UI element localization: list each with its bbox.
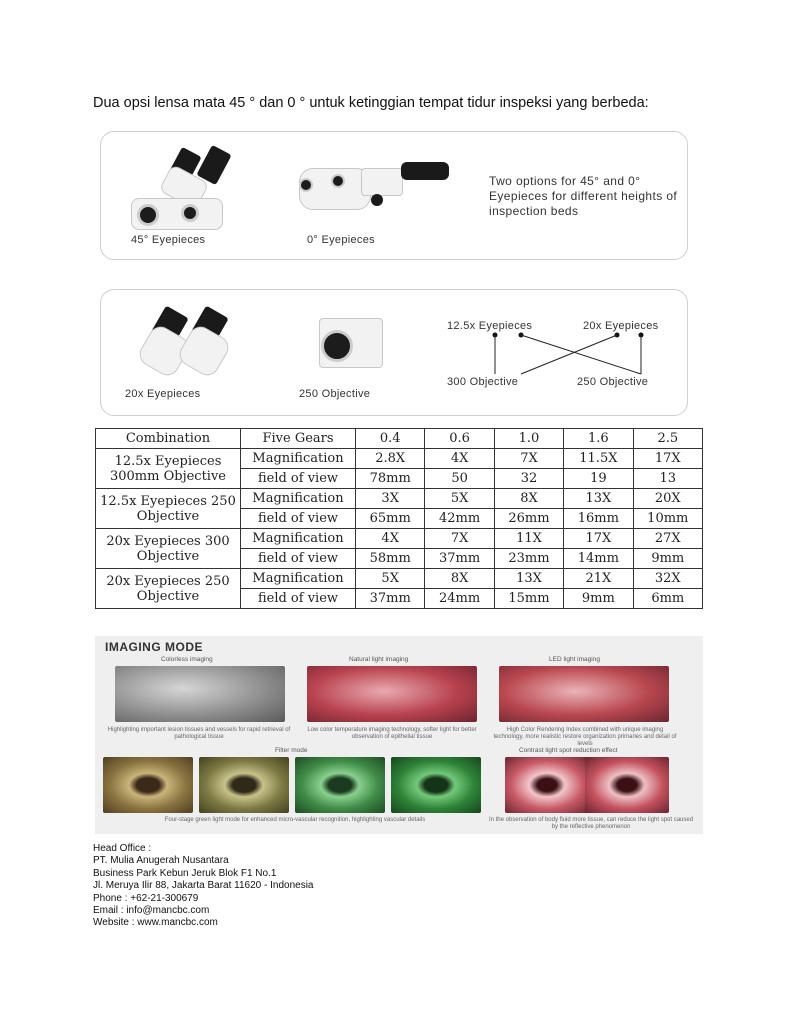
filter-mode-photo-4 xyxy=(391,757,481,813)
table-cell: 13X xyxy=(494,569,563,589)
combination-cell: 12.5x Eyepieces 250 Objective xyxy=(96,489,241,529)
objective-250-image xyxy=(315,314,385,374)
eyepiece-options-panel xyxy=(100,131,688,260)
eyepiece-20x-image xyxy=(135,304,235,384)
table-cell: 9mm xyxy=(633,549,702,569)
table-cell: 42mm xyxy=(425,509,494,529)
table-row xyxy=(96,569,703,589)
row-label: field of view xyxy=(241,509,356,529)
eyepiece-options-text: Two options for 45° and 0° Eyepieces for different heights of inspection beds xyxy=(489,174,678,218)
combination-cell: 20x Eyepieces 300 Objective xyxy=(96,529,241,569)
table-header: 0.4 xyxy=(356,429,425,449)
table-cell: 13X xyxy=(564,489,633,509)
row-label: field of view xyxy=(241,589,356,609)
table-cell: 26mm xyxy=(494,509,563,529)
table-cell: 7X xyxy=(425,529,494,549)
table-cell: 2.8X xyxy=(356,449,425,469)
table-cell: 14mm xyxy=(564,549,633,569)
combination-cell: 20x Eyepieces 250 Objective xyxy=(96,569,241,609)
colorless-imaging-photo xyxy=(115,666,285,722)
table-row xyxy=(96,529,703,549)
table-cell: 4X xyxy=(356,529,425,549)
filter-mode-photo-2 xyxy=(199,757,289,813)
led-light-photo xyxy=(499,666,669,722)
natural-light-description: Low color temperature imaging technology, softer light for better observation of epithelial tissue xyxy=(307,727,477,740)
table-header: 2.5 xyxy=(633,429,702,449)
table-cell: 17X xyxy=(633,449,702,469)
row-label: field of view xyxy=(241,469,356,489)
diagram-label-250-objective: 250 Objective xyxy=(577,376,649,388)
table-header: 1.0 xyxy=(494,429,563,449)
contrast-photo-2 xyxy=(585,757,669,813)
table-cell: 24mm xyxy=(425,589,494,609)
table-cell: 32 xyxy=(494,469,563,489)
diagram-label-12-5x: 12.5x Eyepieces xyxy=(447,320,533,332)
table-row xyxy=(96,489,703,509)
table-cell: 10mm xyxy=(633,509,702,529)
address-line-1: Business Park Kebun Jeruk Blok F1 No.1 xyxy=(93,867,277,879)
natural-light-label: Natural light imaging xyxy=(349,656,409,663)
specification-table xyxy=(95,428,703,609)
table-cell: 3X xyxy=(356,489,425,509)
company-name: PT. Mulia Anugerah Nusantara xyxy=(93,855,229,867)
page-heading: Dua opsi lensa mata 45 ° dan 0 ° untuk ketinggian tempat tidur inspeksi yang berbeda: xyxy=(93,95,649,111)
imaging-mode-panel xyxy=(95,636,703,834)
combination-panel xyxy=(100,289,688,416)
diagram-label-300-objective: 300 Objective xyxy=(447,376,519,388)
office-label: Head Office : xyxy=(93,843,152,854)
table-cell: 19 xyxy=(564,469,633,489)
table-cell: 4X xyxy=(425,449,494,469)
colorless-imaging-description: Highlighting important lesion tissues and vessels for rapid retrieval of pathological tissue xyxy=(107,727,291,740)
led-light-label: LED light imaging xyxy=(549,656,600,663)
table-header: Combination xyxy=(96,429,241,449)
row-label: Magnification xyxy=(241,529,356,549)
filter-mode-photo-3 xyxy=(295,757,385,813)
combination-cell: 12.5x Eyepieces 300mm Objective xyxy=(96,449,241,489)
table-cell: 65mm xyxy=(356,509,425,529)
table-header: 1.6 xyxy=(564,429,633,449)
table-cell: 5X xyxy=(356,569,425,589)
table-cell: 32X xyxy=(633,569,702,589)
caption-250-objective: 250 Objective xyxy=(299,388,371,400)
table-cell: 37mm xyxy=(356,589,425,609)
table-cell: 37mm xyxy=(425,549,494,569)
led-light-description: High Color Rendering Index combined with unique imaging technology, more realistic restore organization primaries and detail of levels xyxy=(493,727,677,747)
table-row xyxy=(96,449,703,469)
email: Email : info@mancbc.com xyxy=(93,905,210,917)
imaging-mode-title: IMAGING MODE xyxy=(105,640,203,654)
table-cell: 8X xyxy=(425,569,494,589)
table-cell: 50 xyxy=(425,469,494,489)
row-label: field of view xyxy=(241,549,356,569)
table-cell: 78mm xyxy=(356,469,425,489)
table-cell: 13 xyxy=(633,469,702,489)
table-cell: 11X xyxy=(494,529,563,549)
table-cell: 27X xyxy=(633,529,702,549)
table-cell: 15mm xyxy=(494,589,563,609)
diagram-label-20x: 20x Eyepieces xyxy=(583,320,659,332)
eyepiece-45-image xyxy=(129,144,229,230)
table-cell: 6mm xyxy=(633,589,702,609)
contrast-photo-1 xyxy=(505,757,589,813)
caption-20x-eyepieces: 20x Eyepieces xyxy=(125,388,201,400)
combination-diagram xyxy=(441,330,681,376)
natural-light-photo xyxy=(307,666,477,722)
table-header: Five Gears xyxy=(241,429,356,449)
caption-45-eyepieces: 45° Eyepieces xyxy=(131,234,206,246)
filter-mode-description: Four-stage green light mode for enhanced micro-vascular recognition, highlighting vascular details xyxy=(164,817,426,823)
website: Website : www.mancbc.com xyxy=(93,917,218,929)
table-header-row xyxy=(96,429,703,449)
filter-mode-label: Filter mode xyxy=(275,747,308,754)
table-cell: 21X xyxy=(564,569,633,589)
table-cell: 58mm xyxy=(356,549,425,569)
table-cell: 20X xyxy=(633,489,702,509)
table-cell: 23mm xyxy=(494,549,563,569)
filter-mode-photo-1 xyxy=(103,757,193,813)
table-cell: 8X xyxy=(494,489,563,509)
contrast-light-description: In the observation of body fluid more tissue, can reduce the light spot caused by the reflective phenomenon xyxy=(488,817,694,830)
table-cell: 9mm xyxy=(564,589,633,609)
table-cell: 5X xyxy=(425,489,494,509)
table-cell: 16mm xyxy=(564,509,633,529)
caption-0-eyepieces: 0° Eyepieces xyxy=(307,234,375,246)
phone: Phone : +62-21-300679 xyxy=(93,892,199,904)
address-line-2: Jl. Meruya Ilir 88, Jakarta Barat 11620 - Indonesia xyxy=(93,880,314,892)
colorless-imaging-label: Colorless imaging xyxy=(161,656,213,663)
table-cell: 7X xyxy=(494,449,563,469)
row-label: Magnification xyxy=(241,569,356,589)
row-label: Magnification xyxy=(241,489,356,509)
table-header: 0.6 xyxy=(425,429,494,449)
table-cell: 17X xyxy=(564,529,633,549)
row-label: Magnification xyxy=(241,449,356,469)
head-office-info xyxy=(93,843,313,930)
eyepiece-0-image xyxy=(297,154,451,224)
contrast-light-label: Contrast light spot reduction effect xyxy=(519,747,618,754)
table-cell: 11.5X xyxy=(564,449,633,469)
